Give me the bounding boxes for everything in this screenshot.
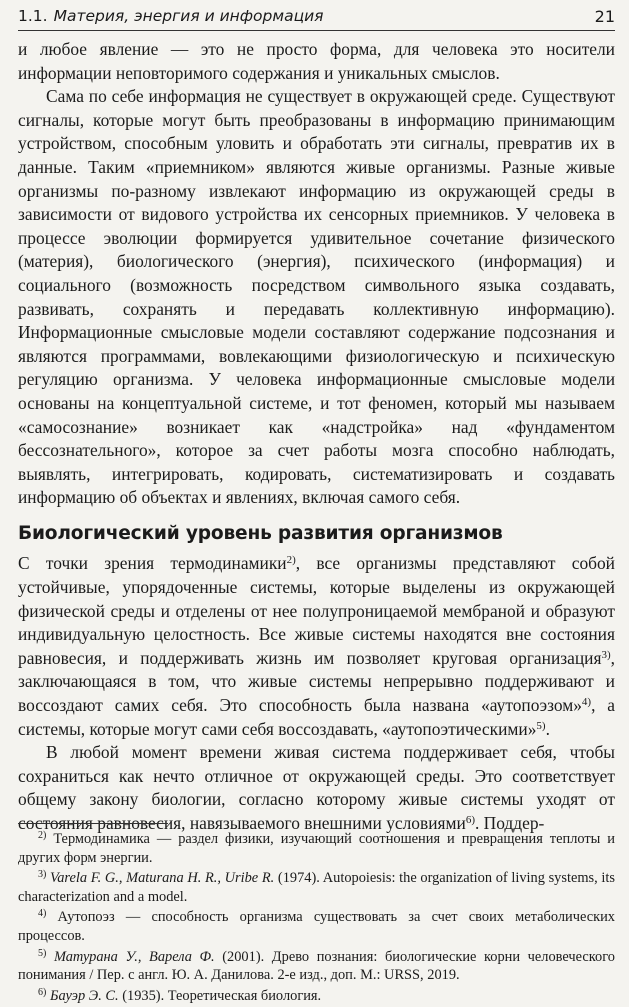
footnote-item: [18, 908, 615, 945]
footnote-mark: 6): [38, 986, 47, 998]
paragraph-1: и любое явление — это не просто форма, для человека это носители информации неповторимого содержания и уникальных смыслов.: [18, 39, 615, 83]
footnote-text: (1974). Autopoiesis: the organization of living systems, its characterization and a model.: [18, 870, 615, 905]
footnote-authors: Varela F. G., Maturana H. R., Uribe R.: [50, 870, 275, 887]
footnote-text: Аутопоэз — способность организма существовать за счет своих метаболических процессов.: [18, 909, 615, 944]
footnote-mark: 4): [38, 908, 47, 920]
paragraph-2: Сама по себе информация не существует в окружающей среде. Существуют сигналы, которые могут быть преобразованы в информацию принимающим устройством, способным уловить и обработать эти сигналы, превратив их в данные. Таким «приемником» являются живые организмы. Разные живые организмы по-разному извлекают информацию из окружающей среды в зависимости от видового устройства их сенсорных приемников. У человека в процессе эволюции формируется удивительное сочетание физического (материя), биологического (энергия), психического (информация) и социального (возможность посредством символьного языка создавать, развивать, сохранять и передавать коллективную информацию). Информационные смысловые модели составляют содержание подсознания и являются программами, вовлекающими физиологическую и психическую регуляцию организма. У человека информационные смысловые модели основаны на концептуальной системе, и тот феномен, который мы называем «самосознание» возникает как «надстройка» над «фундаментом бессознательного», которое за счет работы мозга способно наблюдать, выявлять, интегрировать, кодировать, систематизировать и создавать информацию об объектах и явлениях, включая самого себя.: [18, 86, 615, 508]
footnote-ref-6: 6): [465, 814, 475, 826]
main-text: [18, 38, 615, 836]
footnotes: [18, 823, 615, 1007]
footnote-divider: [18, 823, 168, 824]
p3-text-e: .: [545, 718, 550, 739]
footnote-item: [18, 948, 615, 985]
footnote-ref-3: 3): [601, 648, 611, 661]
p3-text-c: , заключающаяся в том, что живые системы непрерывно поддерживают и воссоздают самих себя. Это способность была названа «аутопоэзом»: [18, 647, 615, 716]
footnote-mark: 5): [38, 947, 47, 959]
footnote-mark: 2): [38, 830, 47, 841]
footnote-item: [18, 869, 615, 906]
section-number: 1.1.: [18, 7, 48, 25]
footnote-text: Термодинамика — раздел физики, изучающий соотношения и превращения теплоты и других форм энергии.: [18, 831, 615, 866]
running-header: [18, 2, 615, 31]
footnote-text: (1935). Теоретическая биология.: [118, 987, 322, 1004]
footnote-authors: Матурана У., Варела Ф.: [53, 948, 215, 965]
p3-text-a: С точки зрения термодинамики: [18, 553, 287, 574]
footnote-ref-4: 4): [581, 696, 592, 709]
paragraph-3: [18, 552, 615, 741]
running-title: [18, 7, 324, 25]
footnote-mark: 3): [38, 869, 47, 881]
section-title: Материя, энергия и информация: [53, 7, 324, 25]
section-heading: Биологический уровень развития организмов: [18, 522, 503, 544]
footnote-item: [18, 987, 615, 1006]
page-number: 21: [594, 6, 615, 26]
p3-text-d: , а системы, которые могут сами себя воссоздавать, «аутопоэтическими»: [18, 695, 616, 739]
p3-text-b: , все организмы представляют собой устойчивые, упорядоченные системы, которые выделены из окружающей физической среды и отделены от нее полупроницаемой мембраной и образуют индивидуальную целостность. Все живые системы находятся вне состояния равновесия, и поддерживать жизнь им позволяет круговая организация: [18, 553, 615, 668]
footnote-text: (2001). Древо познания: биологические корни человеческого понимания / Пер. с англ. Ю. А. Данилова. 2-е изд., доп. М.: URSS, 2019.: [18, 948, 615, 984]
footnote-item: [18, 830, 615, 867]
footnote-authors: Бауэр Э. С.: [49, 987, 119, 1004]
paragraph-4: [18, 741, 615, 835]
p4-text-a: В любой момент времени живая система поддерживает себя, чтобы сохраниться как нечто отличное от окружающей среды. Это соответствует общему закону биологии, согласно которому живые системы уходят от состояния равновесия, навязываемого внешними условиями: [18, 742, 615, 833]
footnote-ref-2: 2): [286, 554, 296, 567]
p4-text-b: . Поддер-: [474, 813, 545, 833]
footnote-ref-5: 5): [536, 719, 546, 732]
